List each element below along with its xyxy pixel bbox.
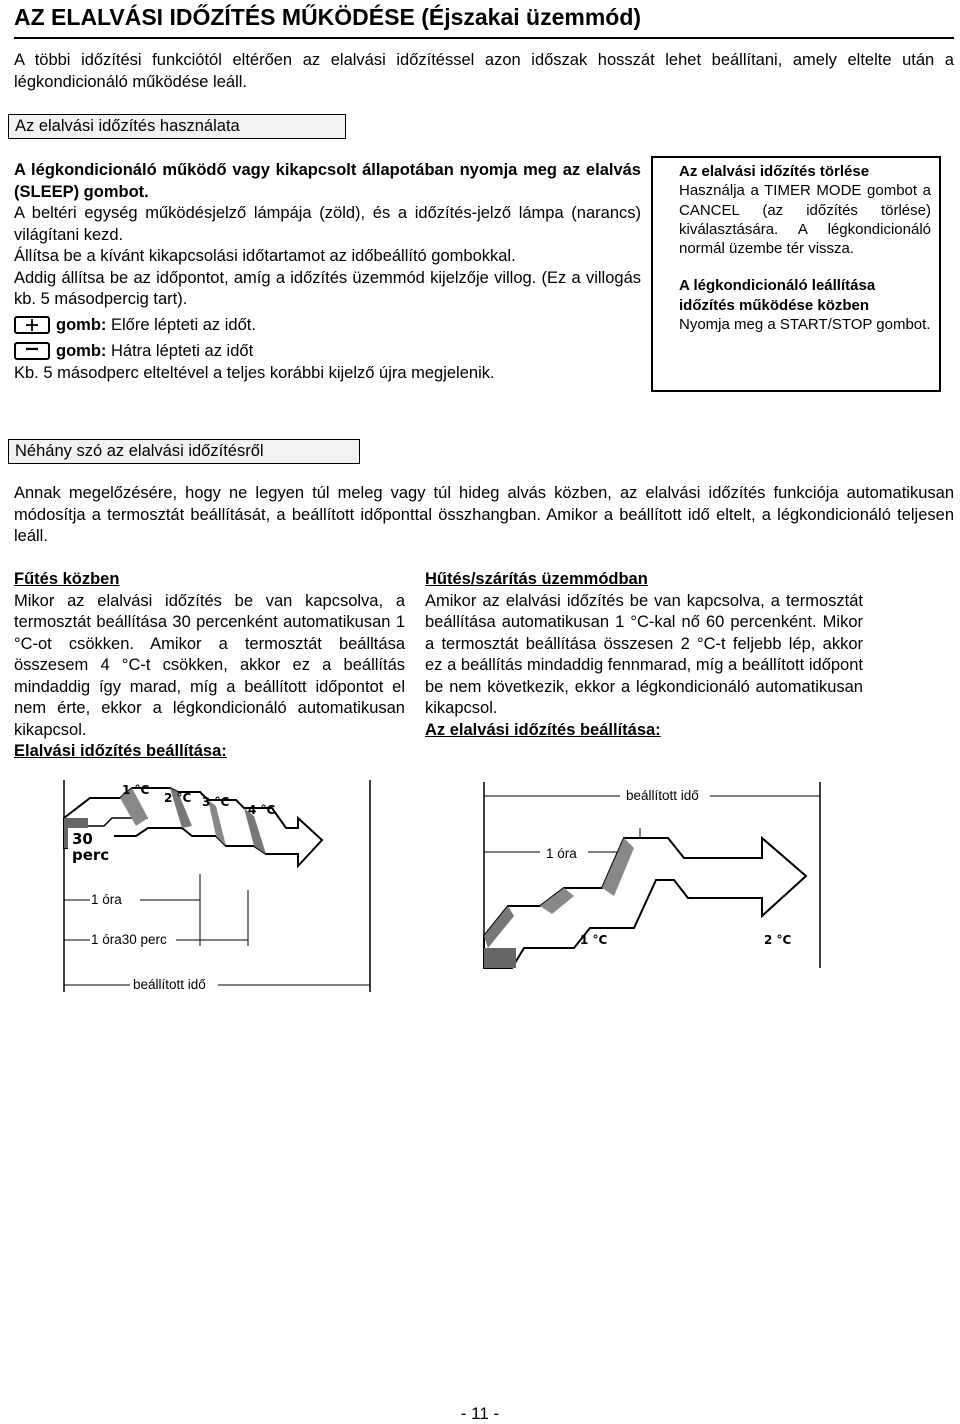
usage-line-2: A beltéri egység működésjelző lámpája (zöld), és a időzítés-jelző lámpa (narancs) világítani kezd. — [14, 204, 641, 244]
plus-key-word: gomb: — [56, 315, 107, 334]
stop-text: Nyomja meg a START/STOP gombot. — [679, 316, 931, 334]
side-info-box — [651, 156, 941, 392]
page-number: - 11 - — [460, 1404, 500, 1423]
usage-line-3: Állítsa be a kívánt kikapcsolási időtartamot az időbeállító gombokkal. — [14, 247, 516, 265]
heating-sleep-diagram — [60, 770, 380, 1000]
cooling-sleep-diagram — [480, 778, 840, 1000]
cooling-text: Amikor az elalvási időzítés be van kapcsolva, a termosztát beállítása automatikusan 1 °C-kal nő 60 percenként. Mikor a termosztát beállítása összesen 2 °C-t feljebb lép, akkor ez a beállítás mindaddig fennmarad, míg a beállított időpont be nem következik, ekkor a légkondicionáló automatikusan kikapcsol. — [425, 591, 863, 717]
label-set-time-right: beállított idő — [626, 788, 699, 803]
minus-key-icon — [14, 342, 50, 360]
step-label-2: 2 °C — [164, 791, 192, 805]
step-label-1: 1 °C — [122, 783, 150, 797]
minus-key-row — [14, 339, 641, 363]
usage-section — [14, 160, 641, 384]
label-1-ora-30-perc: 1 óra30 perc — [91, 932, 167, 947]
cooling-section — [425, 569, 863, 741]
step-label-4: 4 °C — [248, 803, 276, 817]
page-title: AZ ELALVÁSI IDŐZÍTÉS MŰKÖDÉSE (Éjszakai üzemmód) — [14, 4, 954, 39]
plus-key-row — [14, 313, 641, 337]
label-1-ora: 1 óra — [91, 892, 122, 907]
cooling-step-label-1: 1 °C — [580, 933, 608, 947]
minus-key-word: gomb: — [56, 341, 107, 360]
usage-line-4: Addig állítsa be az időpontot, amíg a időzítés üzemmód kijelzője villog. (Ez a villogás kb. 5 másodpercig tart). — [14, 268, 641, 308]
cancel-title: Az elalvási időzítés törlése — [679, 163, 870, 180]
usage-heading: Az elalvási időzítés használata — [8, 114, 346, 139]
about-heading: Néhány szó az elalvási időzítésről — [8, 439, 360, 464]
usage-line-1: A légkondicionáló működő vagy kikapcsolt állapotában nyomja meg az elalvás (SLEEP) gombot. — [14, 161, 641, 201]
minus-key-text: Hátra lépteti az időt — [111, 341, 254, 360]
cooling-step-label-2: 2 °C — [764, 933, 792, 947]
stop-title-2: időzítés működése közben — [679, 296, 870, 314]
interval-30: 30 — [72, 830, 93, 848]
heating-heading: Fűtés közben — [14, 570, 120, 588]
intro-paragraph: A többi időzítési funkciótól eltérően az elalvási időzítéssel azon időszak hosszát lehet beállítani, amely eltelte után a légkondicionáló működése leáll. — [14, 51, 954, 91]
plus-key-text: Előre lépteti az időt. — [111, 315, 256, 334]
cooling-heading: Hűtés/szárítás üzemmódban — [425, 570, 648, 588]
cancel-text: Használja a TIMER MODE gombot a CANCEL (az időzítés törlése) kiválasztására. A légkondicionáló normál üzembe tér vissza. — [679, 182, 931, 258]
usage-line-5: Kb. 5 másodperc elteltével a teljes korábbi kijelző újra megjelenik. — [14, 363, 495, 382]
interval-perc: perc — [72, 846, 110, 864]
about-text: Annak megelőzésére, hogy ne legyen túl meleg vagy túl hideg alvás közben, az elalvási időzítés funkciója automatikusan módosítja a termosztát beállítását, a beállított időponttal összhangban. Amikor a beállított idő eltelt, a légkondicionáló teljesen leáll. — [14, 484, 954, 545]
step-label-3: 3 °C — [202, 795, 230, 809]
cooling-stair-arrow — [484, 838, 806, 968]
label-set-time-left: beállított idő — [133, 977, 206, 992]
cooling-setting-heading: Az elalvási időzítés beállítása: — [425, 720, 661, 739]
plus-key-icon — [14, 316, 50, 334]
label-1-ora-right: 1 óra — [546, 846, 577, 861]
heating-setting-heading: Elalvási időzítés beállítása: — [14, 742, 227, 760]
heating-section — [14, 569, 405, 763]
stop-title-1: A légkondicionáló leállítása — [679, 277, 876, 295]
heating-text: Mikor az elalvási időzítés be van kapcsolva, a termosztát beállítása 30 percenként automatikusan 1 °C-ot csökken. Amikor a termosztát beálltása összesem 4 °C-t csökken, akkor ez a beállítás mindaddig így marad, míg a beállított időpontot el nem érte, ekkor a légkondicionáló automatikusan kikapcsol. — [14, 591, 405, 739]
